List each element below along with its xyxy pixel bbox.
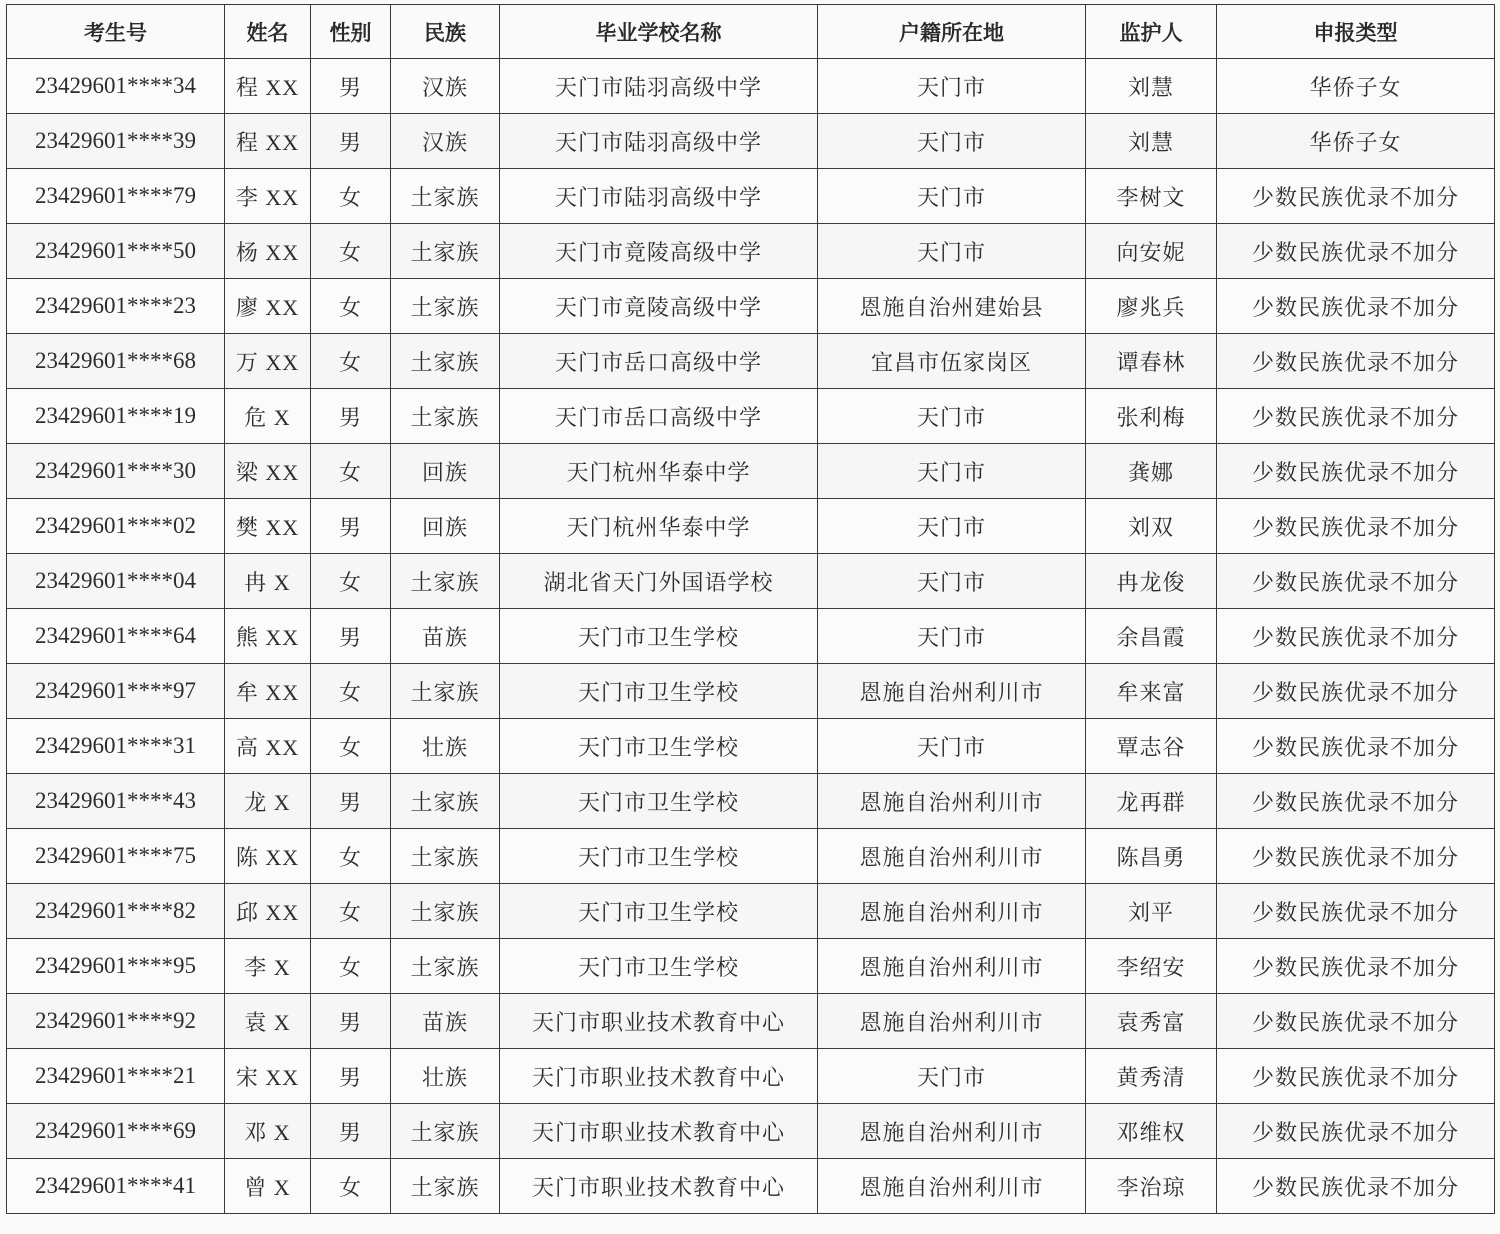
cell-graduation-school: 天门市卫生学校 (500, 719, 818, 774)
cell-ethnicity: 苗族 (391, 609, 500, 664)
cell-gender: 女 (311, 1159, 391, 1214)
cell-gender: 女 (311, 224, 391, 279)
header-ethnicity: 民族 (391, 5, 500, 59)
cell-guardian: 谭春林 (1086, 334, 1217, 389)
table-row (7, 114, 1495, 169)
cell-gender: 女 (311, 169, 391, 224)
cell-application-type: 少数民族优录不加分 (1217, 1104, 1495, 1159)
cell-exam-number: 23429601****68 (7, 334, 225, 389)
cell-name: 陈 XX (225, 829, 311, 884)
cell-gender: 女 (311, 279, 391, 334)
cell-household-registration: 天门市 (818, 389, 1086, 444)
cell-exam-number: 23429601****64 (7, 609, 225, 664)
cell-application-type: 少数民族优录不加分 (1217, 664, 1495, 719)
cell-guardian: 冉龙俊 (1086, 554, 1217, 609)
cell-gender: 女 (311, 719, 391, 774)
cell-name: 牟 XX (225, 664, 311, 719)
cell-gender: 女 (311, 444, 391, 499)
cell-gender: 男 (311, 389, 391, 444)
cell-exam-number: 23429601****02 (7, 499, 225, 554)
cell-ethnicity: 土家族 (391, 389, 500, 444)
table-row (7, 169, 1495, 224)
cell-exam-number: 23429601****23 (7, 279, 225, 334)
cell-household-registration: 天门市 (818, 499, 1086, 554)
table-row (7, 939, 1495, 994)
cell-guardian: 刘平 (1086, 884, 1217, 939)
cell-household-registration: 天门市 (818, 444, 1086, 499)
cell-name: 万 XX (225, 334, 311, 389)
cell-household-registration: 恩施自治州利川市 (818, 884, 1086, 939)
cell-graduation-school: 天门市岳口高级中学 (500, 334, 818, 389)
cell-guardian: 李树文 (1086, 169, 1217, 224)
cell-guardian: 陈昌勇 (1086, 829, 1217, 884)
cell-graduation-school: 天门市职业技术教育中心 (500, 1049, 818, 1104)
cell-graduation-school: 天门市竟陵高级中学 (500, 279, 818, 334)
cell-application-type: 少数民族优录不加分 (1217, 224, 1495, 279)
cell-gender: 男 (311, 774, 391, 829)
cell-application-type: 少数民族优录不加分 (1217, 774, 1495, 829)
cell-ethnicity: 土家族 (391, 884, 500, 939)
cell-household-registration: 天门市 (818, 59, 1086, 114)
cell-application-type: 少数民族优录不加分 (1217, 994, 1495, 1049)
table-row (7, 389, 1495, 444)
table-row (7, 664, 1495, 719)
cell-guardian: 刘慧 (1086, 114, 1217, 169)
cell-exam-number: 23429601****34 (7, 59, 225, 114)
table-header-row (7, 5, 1495, 59)
table-row (7, 279, 1495, 334)
cell-gender: 女 (311, 829, 391, 884)
cell-exam-number: 23429601****79 (7, 169, 225, 224)
cell-guardian: 余昌霞 (1086, 609, 1217, 664)
cell-application-type: 华侨子女 (1217, 114, 1495, 169)
table-row (7, 829, 1495, 884)
cell-guardian: 邓维权 (1086, 1104, 1217, 1159)
cell-guardian: 刘双 (1086, 499, 1217, 554)
header-exam-number: 考生号 (7, 5, 225, 59)
table-row (7, 1049, 1495, 1104)
table-row (7, 444, 1495, 499)
cell-guardian: 龚娜 (1086, 444, 1217, 499)
cell-household-registration: 恩施自治州利川市 (818, 664, 1086, 719)
cell-guardian: 刘慧 (1086, 59, 1217, 114)
cell-ethnicity: 土家族 (391, 1159, 500, 1214)
cell-gender: 男 (311, 1049, 391, 1104)
cell-graduation-school: 天门市卫生学校 (500, 664, 818, 719)
cell-exam-number: 23429601****43 (7, 774, 225, 829)
cell-ethnicity: 土家族 (391, 774, 500, 829)
cell-ethnicity: 土家族 (391, 334, 500, 389)
cell-exam-number: 23429601****95 (7, 939, 225, 994)
cell-household-registration: 恩施自治州建始县 (818, 279, 1086, 334)
cell-ethnicity: 土家族 (391, 664, 500, 719)
cell-guardian: 袁秀富 (1086, 994, 1217, 1049)
cell-application-type: 少数民族优录不加分 (1217, 829, 1495, 884)
cell-graduation-school: 天门市陆羽高级中学 (500, 59, 818, 114)
cell-application-type: 少数民族优录不加分 (1217, 389, 1495, 444)
cell-gender: 女 (311, 554, 391, 609)
cell-name: 袁 X (225, 994, 311, 1049)
cell-guardian: 廖兆兵 (1086, 279, 1217, 334)
cell-ethnicity: 土家族 (391, 224, 500, 279)
cell-application-type: 少数民族优录不加分 (1217, 334, 1495, 389)
cell-application-type: 少数民族优录不加分 (1217, 279, 1495, 334)
table-row (7, 884, 1495, 939)
cell-name: 冉 X (225, 554, 311, 609)
cell-name: 樊 XX (225, 499, 311, 554)
cell-ethnicity: 土家族 (391, 169, 500, 224)
cell-name: 李 XX (225, 169, 311, 224)
cell-gender: 女 (311, 884, 391, 939)
cell-name: 邓 X (225, 1104, 311, 1159)
cell-application-type: 少数民族优录不加分 (1217, 1049, 1495, 1104)
cell-gender: 男 (311, 59, 391, 114)
cell-gender: 男 (311, 609, 391, 664)
cell-ethnicity: 土家族 (391, 279, 500, 334)
cell-graduation-school: 天门杭州华泰中学 (500, 444, 818, 499)
header-name: 姓名 (225, 5, 311, 59)
table-body (7, 59, 1495, 1214)
cell-application-type: 少数民族优录不加分 (1217, 1159, 1495, 1214)
table-row (7, 1159, 1495, 1214)
cell-guardian: 黄秀清 (1086, 1049, 1217, 1104)
cell-exam-number: 23429601****41 (7, 1159, 225, 1214)
table-row (7, 719, 1495, 774)
table-row (7, 59, 1495, 114)
cell-name: 程 XX (225, 59, 311, 114)
cell-household-registration: 恩施自治州利川市 (818, 774, 1086, 829)
cell-household-registration: 恩施自治州利川市 (818, 1104, 1086, 1159)
cell-guardian: 李绍安 (1086, 939, 1217, 994)
cell-exam-number: 23429601****92 (7, 994, 225, 1049)
cell-exam-number: 23429601****69 (7, 1104, 225, 1159)
table-row (7, 609, 1495, 664)
cell-household-registration: 天门市 (818, 114, 1086, 169)
cell-name: 曾 X (225, 1159, 311, 1214)
cell-application-type: 少数民族优录不加分 (1217, 719, 1495, 774)
header-household-registration: 户籍所在地 (818, 5, 1086, 59)
cell-name: 杨 XX (225, 224, 311, 279)
cell-ethnicity: 苗族 (391, 994, 500, 1049)
cell-ethnicity: 壮族 (391, 1049, 500, 1104)
cell-name: 廖 XX (225, 279, 311, 334)
table-row (7, 499, 1495, 554)
cell-household-registration: 恩施自治州利川市 (818, 829, 1086, 884)
cell-name: 高 XX (225, 719, 311, 774)
cell-ethnicity: 土家族 (391, 939, 500, 994)
cell-ethnicity: 土家族 (391, 1104, 500, 1159)
cell-application-type: 少数民族优录不加分 (1217, 939, 1495, 994)
header-gender: 性别 (311, 5, 391, 59)
cell-household-registration: 恩施自治州利川市 (818, 939, 1086, 994)
table-row (7, 334, 1495, 389)
cell-gender: 男 (311, 114, 391, 169)
cell-graduation-school: 天门杭州华泰中学 (500, 499, 818, 554)
cell-application-type: 少数民族优录不加分 (1217, 169, 1495, 224)
cell-graduation-school: 天门市陆羽高级中学 (500, 114, 818, 169)
cell-name: 邱 XX (225, 884, 311, 939)
cell-ethnicity: 回族 (391, 499, 500, 554)
cell-ethnicity: 汉族 (391, 59, 500, 114)
table-row (7, 554, 1495, 609)
header-graduation-school: 毕业学校名称 (500, 5, 818, 59)
cell-graduation-school: 天门市陆羽高级中学 (500, 169, 818, 224)
cell-application-type: 少数民族优录不加分 (1217, 884, 1495, 939)
cell-gender: 女 (311, 664, 391, 719)
cell-name: 李 X (225, 939, 311, 994)
cell-household-registration: 宜昌市伍家岗区 (818, 334, 1086, 389)
cell-gender: 男 (311, 499, 391, 554)
cell-exam-number: 23429601****19 (7, 389, 225, 444)
cell-graduation-school: 天门市职业技术教育中心 (500, 1159, 818, 1214)
table-row (7, 774, 1495, 829)
cell-name: 程 XX (225, 114, 311, 169)
cell-guardian: 李治琼 (1086, 1159, 1217, 1214)
cell-application-type: 华侨子女 (1217, 59, 1495, 114)
cell-exam-number: 23429601****30 (7, 444, 225, 499)
cell-application-type: 少数民族优录不加分 (1217, 499, 1495, 554)
cell-exam-number: 23429601****31 (7, 719, 225, 774)
cell-name: 宋 XX (225, 1049, 311, 1104)
cell-household-registration: 天门市 (818, 1049, 1086, 1104)
header-application-type: 申报类型 (1217, 5, 1495, 59)
cell-household-registration: 恩施自治州利川市 (818, 994, 1086, 1049)
cell-application-type: 少数民族优录不加分 (1217, 609, 1495, 664)
cell-graduation-school: 天门市卫生学校 (500, 939, 818, 994)
cell-gender: 女 (311, 939, 391, 994)
cell-exam-number: 23429601****21 (7, 1049, 225, 1104)
cell-graduation-school: 天门市卫生学校 (500, 609, 818, 664)
cell-exam-number: 23429601****39 (7, 114, 225, 169)
cell-exam-number: 23429601****82 (7, 884, 225, 939)
cell-gender: 男 (311, 1104, 391, 1159)
cell-gender: 女 (311, 334, 391, 389)
header-guardian: 监护人 (1086, 5, 1217, 59)
cell-household-registration: 恩施自治州利川市 (818, 1159, 1086, 1214)
cell-graduation-school: 湖北省天门外国语学校 (500, 554, 818, 609)
cell-household-registration: 天门市 (818, 719, 1086, 774)
cell-ethnicity: 土家族 (391, 554, 500, 609)
student-roster-table (6, 4, 1495, 1214)
cell-guardian: 覃志谷 (1086, 719, 1217, 774)
cell-application-type: 少数民族优录不加分 (1217, 444, 1495, 499)
cell-ethnicity: 回族 (391, 444, 500, 499)
cell-household-registration: 天门市 (818, 224, 1086, 279)
cell-graduation-school: 天门市卫生学校 (500, 884, 818, 939)
cell-graduation-school: 天门市卫生学校 (500, 829, 818, 884)
cell-exam-number: 23429601****75 (7, 829, 225, 884)
cell-name: 梁 XX (225, 444, 311, 499)
cell-name: 龙 X (225, 774, 311, 829)
cell-graduation-school: 天门市职业技术教育中心 (500, 994, 818, 1049)
cell-graduation-school: 天门市职业技术教育中心 (500, 1104, 818, 1159)
cell-guardian: 向安妮 (1086, 224, 1217, 279)
cell-exam-number: 23429601****97 (7, 664, 225, 719)
table-row (7, 994, 1495, 1049)
table-row (7, 224, 1495, 279)
cell-gender: 男 (311, 994, 391, 1049)
cell-application-type: 少数民族优录不加分 (1217, 554, 1495, 609)
cell-exam-number: 23429601****04 (7, 554, 225, 609)
cell-guardian: 张利梅 (1086, 389, 1217, 444)
cell-household-registration: 天门市 (818, 554, 1086, 609)
cell-ethnicity: 土家族 (391, 829, 500, 884)
cell-ethnicity: 壮族 (391, 719, 500, 774)
cell-household-registration: 天门市 (818, 169, 1086, 224)
cell-household-registration: 天门市 (818, 609, 1086, 664)
cell-name: 危 X (225, 389, 311, 444)
cell-graduation-school: 天门市卫生学校 (500, 774, 818, 829)
cell-ethnicity: 汉族 (391, 114, 500, 169)
cell-exam-number: 23429601****50 (7, 224, 225, 279)
cell-guardian: 牟来富 (1086, 664, 1217, 719)
cell-guardian: 龙再群 (1086, 774, 1217, 829)
cell-name: 熊 XX (225, 609, 311, 664)
cell-graduation-school: 天门市岳口高级中学 (500, 389, 818, 444)
cell-graduation-school: 天门市竟陵高级中学 (500, 224, 818, 279)
table-row (7, 1104, 1495, 1159)
